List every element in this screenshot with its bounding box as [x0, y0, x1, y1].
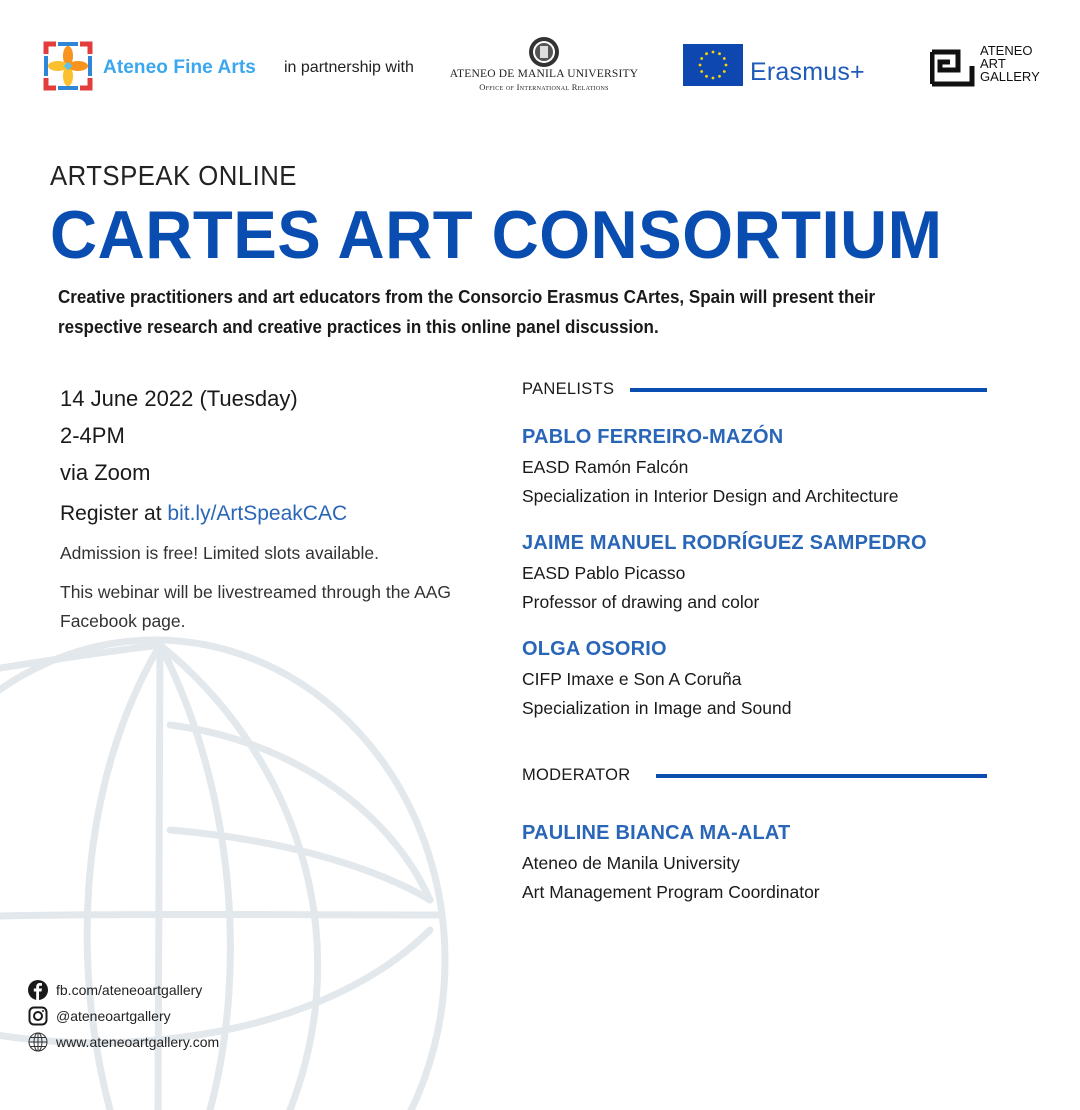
register-link[interactable]: bit.ly/ArtSpeakCAC	[167, 502, 348, 525]
register-line	[60, 499, 490, 529]
admu-office: Office of International Relations	[479, 82, 609, 92]
panelist-role: Professor of drawing and color	[522, 592, 760, 612]
event-details	[60, 380, 490, 636]
moderator-affiliation: Ateneo de Manila University	[522, 853, 740, 873]
register-prefix: Register at	[60, 502, 168, 525]
website-url: www.ateneoartgallery.com	[56, 1034, 220, 1050]
moderator-header	[522, 766, 987, 785]
partnership-text: in partnership with	[284, 59, 414, 76]
admu-name: ATENEO DE MANILA UNIVERSITY	[449, 68, 639, 80]
moderator-name: PAULINE BIANCA MA-ALAT	[522, 822, 791, 844]
ateneo-fine-arts-name: Ateneo Fine Arts	[103, 57, 256, 78]
aag-line-3: GALLERY	[980, 69, 1040, 84]
panelists-divider	[630, 388, 987, 392]
panelist-affiliation: EASD Pablo Picasso	[522, 563, 686, 583]
moderator-role: Art Management Program Coordinator	[522, 882, 820, 902]
event-time: 2-4PM	[60, 423, 125, 448]
social-link-instagram[interactable]	[28, 1003, 219, 1029]
ateneo-art-gallery-wordmark	[980, 44, 1040, 83]
event-venue: via Zoom	[60, 460, 151, 485]
instagram-icon	[28, 1006, 48, 1026]
panelist-role: Specialization in Image and Sound	[522, 698, 792, 718]
social-links	[28, 977, 219, 1055]
panelist-card	[522, 637, 987, 723]
panelists-label: PANELISTS	[522, 380, 615, 398]
livestream-note: This webinar will be livestreamed through the AAG Facebook page.	[60, 582, 452, 631]
facebook-icon	[28, 980, 48, 1000]
event-date: 14 June 2022 (Tuesday)	[60, 386, 298, 411]
panelist-role: Specialization in Interior Design and Architecture	[522, 486, 899, 506]
panelist-name: PABLO FERREIRO-MAZÓN	[522, 426, 784, 448]
series-label: ARTSPEAK ONLINE	[50, 160, 297, 191]
panelist-affiliation: CIFP Imaxe e Son A Coruña	[522, 669, 742, 689]
panelist-card	[522, 425, 987, 511]
panelist-name: JAIME MANUEL RODRÍGUEZ SAMPEDRO	[522, 532, 927, 554]
panelist-card	[522, 531, 987, 617]
facebook-handle: fb.com/ateneoartgallery	[56, 982, 203, 998]
aag-line-2: ART	[980, 56, 1006, 71]
moderator-section	[522, 766, 987, 907]
admission-note: Admission is free! Limited slots available.	[60, 543, 380, 563]
ateneo-seal-icon	[528, 36, 560, 68]
moderator-divider	[656, 774, 987, 778]
erasmus-plus-logo: Erasmus+	[750, 58, 865, 86]
globe-icon	[28, 1032, 48, 1052]
panelist-affiliation: EASD Ramón Falcón	[522, 457, 689, 477]
ateneo-art-gallery-mark-icon	[930, 48, 976, 88]
panelist-name: OLGA OSORIO	[522, 638, 667, 660]
instagram-handle: @ateneoartgallery	[56, 1008, 171, 1024]
moderator-label: MODERATOR	[522, 766, 631, 784]
event-description: Creative practitioners and art educators from the Consorcio Erasmus CArtes, Spain will present their respective research and creative practices in this online panel discussion.	[58, 286, 876, 337]
panelists-section	[522, 380, 987, 723]
ateneo-fine-arts-logo-icon	[42, 40, 94, 92]
moderator-card	[522, 821, 987, 907]
panelists-header	[522, 380, 987, 399]
aag-line-1: ATENEO	[980, 43, 1033, 58]
social-link-facebook[interactable]	[28, 977, 219, 1003]
event-title: CARTES ART CONSORTIUM	[50, 197, 943, 273]
social-link-website[interactable]	[28, 1029, 219, 1055]
eu-flag-icon	[683, 44, 743, 86]
admu-oir-logo	[446, 68, 642, 92]
